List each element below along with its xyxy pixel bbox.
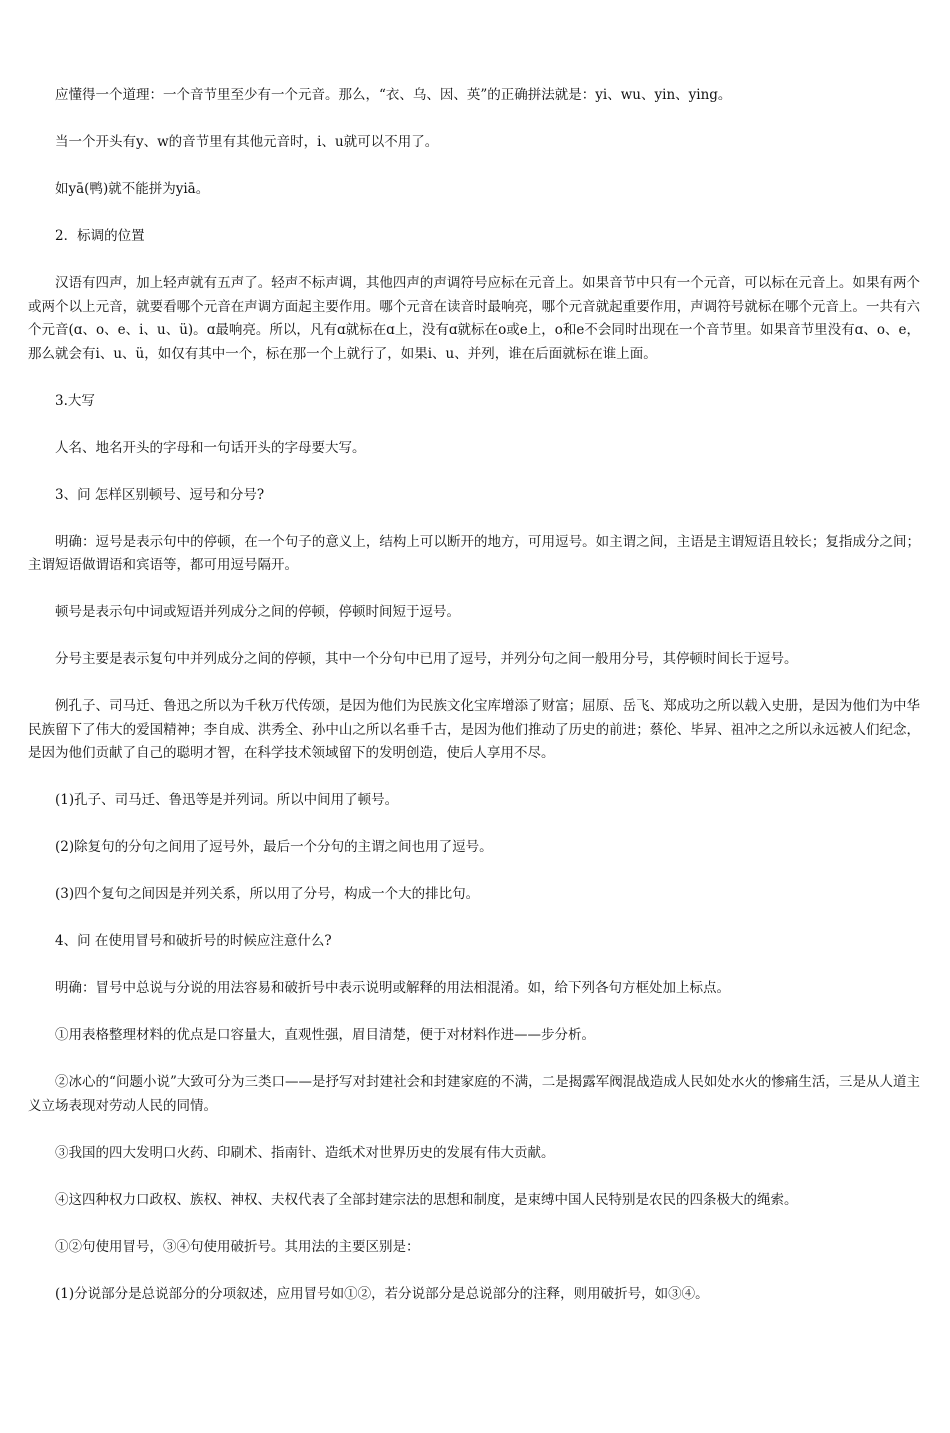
exercise-sentence-1: ①用表格整理材料的优点是口容量大，直观性强，眉目清楚，便于对材料作进——步分析。 bbox=[55, 1027, 595, 1043]
paragraph-vowel-rule: 应懂得一个道理：一个音节里至少有一个元音。那么，“衣、乌、因、英”的正确拼法就是：yi、wu、yin、ying。 bbox=[55, 87, 732, 103]
paragraph-example-figures: 例孔子、司马迁、鲁迅之所以为千秋万代传颂，是因为他们为民族文化宝库增添了财富；屈原、岳飞、郑成功之所以载入史册，是因为他们为中华民族留下了伟大的爱国精神；李自成、洪秀全、孙中山之所以名垂千古，是因为他们推动了历史的前进；蔡伦、毕昇、祖冲之之所以永远被人们纪念，是因为他们贡献了自己的聪明才智，在科学技术领域留下的发明创造，使后人享用不尽。 bbox=[28, 698, 920, 761]
exercise-sentence-2: ②冰心的“问题小说”大致可分为三类口——是抒写对封建社会和封建家庭的不满，二是揭露军阀混战造成人民如处水火的惨痛生活，三是从人道主义立场表现对劳动人民的同情。 bbox=[28, 1074, 920, 1114]
document-body bbox=[28, 84, 920, 1330]
list-item-note-1: (1)孔子、司马迁、鲁迅等是并列词。所以中间用了顿号。 bbox=[55, 792, 399, 808]
list-item-difference-1: (1)分说部分是总说部分的分项叙述，应用冒号如①②，若分说部分是总说部分的注释，则用破折号，如③④。 bbox=[55, 1285, 709, 1302]
exercise-sentence-3: ③我国的四大发明口火药、印刷术、指南针、造纸术对世界历史的发展有伟大贡献。 bbox=[55, 1144, 555, 1161]
paragraph-usage-summary: ①②句使用冒号，③④句使用破折号。其用法的主要区别是： bbox=[55, 1238, 420, 1255]
question-heading-comma-types: 3、问 怎样区别顿号、逗号和分号? bbox=[55, 486, 265, 503]
exercise-sentence-4: ④这四种权力口政权、族权、神权、夫权代表了全部封建宗法的思想和制度，是束缚中国人民特别是农民的四条极大的绳索。 bbox=[55, 1191, 798, 1208]
paragraph-colon-explanation: 明确：冒号中总说与分说的用法容易和破折号中表示说明或解释的用法相混淆。如，给下列各句方框处加上标点。 bbox=[55, 980, 730, 996]
section-heading-tone-position: 2．标调的位置 bbox=[55, 228, 145, 244]
question-heading-colon-dash: 4、问 在使用冒号和破折号的时候应注意什么? bbox=[55, 933, 332, 949]
paragraph-semicolon: 分号主要是表示复句中并列成分之间的停顿，其中一个分句中已用了逗号，并列分句之间一般用分号，其停顿时间长于逗号。 bbox=[55, 651, 798, 667]
section-heading-capitalization: 3.大写 bbox=[55, 392, 95, 409]
list-item-note-3: (3)四个复句之间因是并列关系，所以用了分号，构成一个大的排比句。 bbox=[55, 886, 480, 902]
paragraph-tone-rules: 汉语有四声，加上轻声就有五声了。轻声不标声调，其他四声的声调符号应标在元音上。如果音节中只有一个元音，可以标在元音上。如果有两个或两个以上元音，就要看哪个元音在声调方面起主要作用。哪个元音在读音时最响亮，哪个元音就起重要作用，声调符号就标在哪个元音上。一共有六个元音(ɑ、o、e、i、u、ü)。ɑ最响亮。所以，凡有ɑ就标在ɑ上，没有ɑ就标在o或e上，o和e不会同时出现在一个音节里。如果音节里没有ɑ、o、e，那么就会有i、u、ü，如仅有其中一个，标在那一个上就行了，如果i、u、并列，谁在后面就标在谁上面。 bbox=[28, 275, 920, 362]
paragraph-comma-explanation: 明确：逗号是表示句中的停顿，在一个句子的意义上，结构上可以断开的地方，可用逗号。如主谓之间，主语是主谓短语且较长；复指成分之间；主谓短语做谓语和宾语等，都可用逗号隔开。 bbox=[28, 533, 920, 573]
paragraph-ya-example: 如yā(鸭)就不能拼为yiā。 bbox=[55, 181, 210, 197]
paragraph-yw-rule: 当一个开头有y、w的音节里有其他元音时，i、u就可以不用了。 bbox=[55, 134, 439, 150]
list-item-note-2: (2)除复句的分句之间用了逗号外，最后一个分句的主谓之间也用了逗号。 bbox=[55, 839, 493, 855]
paragraph-capitalization: 人名、地名开头的字母和一句话开头的字母要大写。 bbox=[55, 439, 366, 456]
paragraph-dunhao: 顿号是表示句中词或短语并列成分之间的停顿，停顿时间短于逗号。 bbox=[55, 604, 460, 620]
